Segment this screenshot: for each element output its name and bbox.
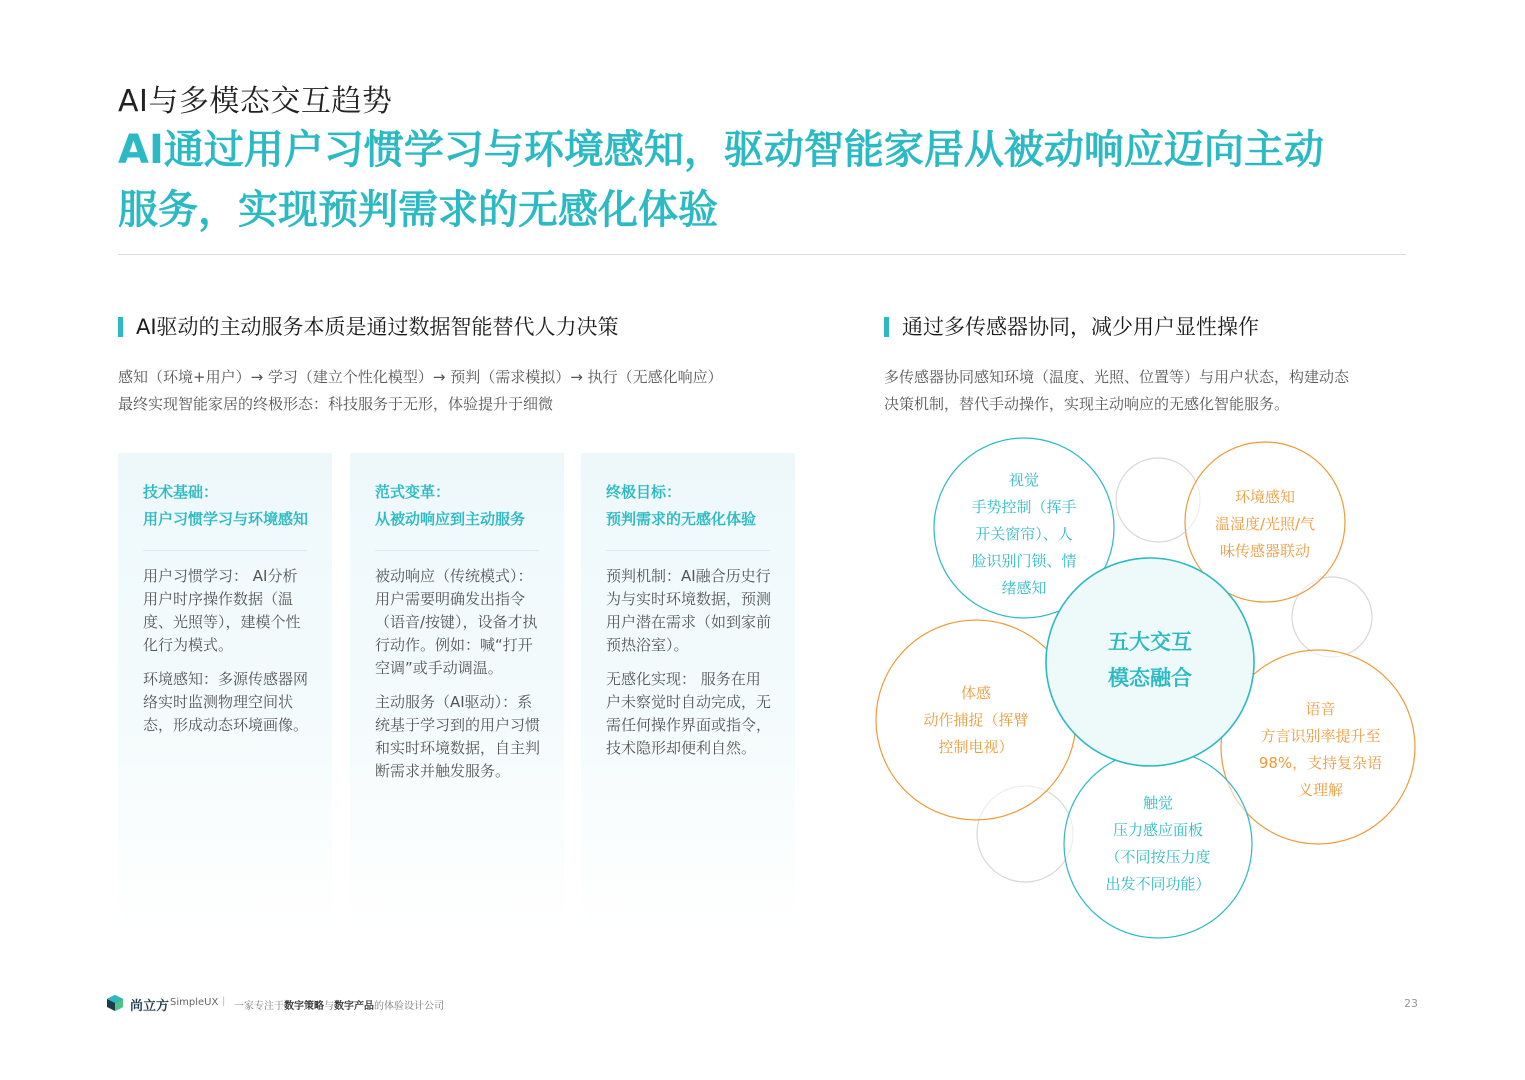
voice-label (1238, 696, 1403, 804)
mode-line: （不同按压力度 (1105, 848, 1211, 866)
vision-label (944, 467, 1104, 602)
card-ultimate-goal (581, 453, 795, 928)
tagline-emphasis: 数字策略 (284, 1001, 324, 1012)
card-subtitle: 用户习惯学习与环境感知 (143, 510, 309, 528)
card-title: 技术基础： (143, 483, 219, 501)
mode-title: 环境感知 (1234, 488, 1295, 506)
card-subtitle: 从被动响应到主动服务 (375, 510, 526, 528)
card-title: 终极目标： (606, 483, 682, 501)
interaction-modes-diagram (860, 430, 1420, 950)
mode-line: 98%，支持复杂语 (1258, 754, 1383, 772)
left-section-title (118, 314, 619, 340)
card-paragraph: 环境感知：多源传感器网络实时监测物理空间状态，形成动态环境画像。 (143, 670, 309, 734)
motion-label (896, 680, 1056, 761)
company-name: 尚立方 (130, 999, 170, 1014)
touch-label (1078, 790, 1238, 898)
mode-title: 视觉 (1008, 471, 1039, 489)
mode-title: 语音 (1305, 700, 1336, 718)
headline-line-1: AI通过用户习惯学习与环境感知，驱动智能家居从被动响应迈向主动 (118, 127, 1324, 173)
footer-separator: | (222, 996, 226, 1007)
mode-line: 控制电视） (938, 738, 1014, 756)
page-headline (118, 120, 1418, 240)
card-divider (143, 550, 307, 551)
page-number: 23 (1404, 997, 1418, 1010)
card-paragraph: 主动服务（AI驱动）：系统基于学习到的用户习惯和实时环境数据，自主判断需求并触发服务。 (375, 693, 541, 780)
header-divider (118, 254, 1406, 255)
center-label-line-1: 五大交互 (1108, 630, 1192, 654)
section-accent-bar (884, 317, 889, 337)
center-label-line-2: 模态融合 (1108, 666, 1192, 690)
mode-line: 出发不同功能） (1105, 875, 1211, 893)
environment-label (1185, 484, 1345, 565)
company-logo-icon (106, 994, 124, 1012)
headline-line-2: 服务，实现预判需求的无感化体验 (118, 187, 718, 233)
right-section-title-text: 通过多传感器协同，减少用户显性操作 (902, 315, 1259, 339)
mode-line: 脸识别门锁、情 (971, 552, 1077, 570)
tagline-part: 一家专注于 (234, 1001, 284, 1012)
right-section-title (884, 314, 1259, 340)
tagline-part: 与 (324, 1001, 334, 1012)
company-name-en: SimpleUX (170, 997, 219, 1008)
right-desc-line-1: 多传感器协同感知环境（温度、光照、位置等）与用户状态，构建动态 (884, 368, 1350, 386)
card-tech-foundation (118, 453, 332, 928)
tagline-part: 的体验设计公司 (374, 1001, 444, 1012)
company-tagline (234, 997, 444, 1012)
card-body (606, 565, 774, 771)
mode-line: 动作捕捉（挥臂 (923, 711, 1029, 729)
left-section-description (118, 364, 723, 418)
mode-title: 体感 (960, 684, 991, 702)
left-desc-line-2: 最终实现智能家居的终极形态：科技服务于无形，体验提升于细微 (118, 395, 554, 413)
card-paragraph: 无感化实现： 服务在用户未察觉时自动完成，无需任何操作界面或指令，技术隐形却便利自然。 (606, 670, 772, 757)
card-body (143, 565, 311, 748)
mode-line: 压力感应面板 (1112, 821, 1203, 839)
mode-line: 绪感知 (1001, 579, 1047, 597)
left-section-title-text: AI驱动的主动服务本质是通过数据智能替代人力决策 (136, 315, 619, 339)
section-subtitle: AI与多模态交互趋势 (118, 84, 393, 119)
right-section-description (884, 364, 1349, 418)
mode-line: 味传感器联动 (1219, 542, 1310, 560)
card-paragraph: 预判机制：AI融合历史行为与实时环境数据，预测用户潜在需求（如到家前预热浴室）。 (606, 567, 772, 654)
center-label (1065, 624, 1235, 696)
mode-title: 触觉 (1142, 794, 1173, 812)
mode-line: 温湿度/光照/气 (1214, 515, 1316, 533)
card-divider (606, 550, 770, 551)
card-paradigm-shift (350, 453, 564, 928)
card-divider (375, 550, 539, 551)
right-desc-line-2: 决策机制，替代手动操作，实现主动响应的无感化智能服务。 (884, 395, 1290, 413)
card-title: 范式变革： (375, 483, 451, 501)
left-desc-line-1: 感知（环境+用户）→ 学习（建立个性化模型）→ 预判（需求模拟）→ 执行（无感化响应） (118, 368, 723, 386)
card-body (375, 565, 543, 794)
card-paragraph: 被动响应（传统模式）： 用户需要明确发出指令（语音/按键），设备才执行动作。例如：喊“打开空调”或手动调温。 (375, 567, 538, 677)
card-paragraph: 用户习惯学习： AI分析用户时序操作数据（温度、光照等），建模个性化行为模式。 (143, 567, 301, 654)
mode-line: 方言识别率提升至 (1260, 727, 1381, 745)
mode-line: 手势控制（挥手 (971, 498, 1077, 516)
card-subtitle: 预判需求的无感化体验 (606, 510, 757, 528)
section-accent-bar (118, 317, 123, 337)
mode-line: 义理解 (1297, 781, 1343, 799)
mode-line: 开关窗帘）、人 (975, 525, 1073, 543)
tagline-emphasis: 数字产品 (334, 1001, 374, 1012)
